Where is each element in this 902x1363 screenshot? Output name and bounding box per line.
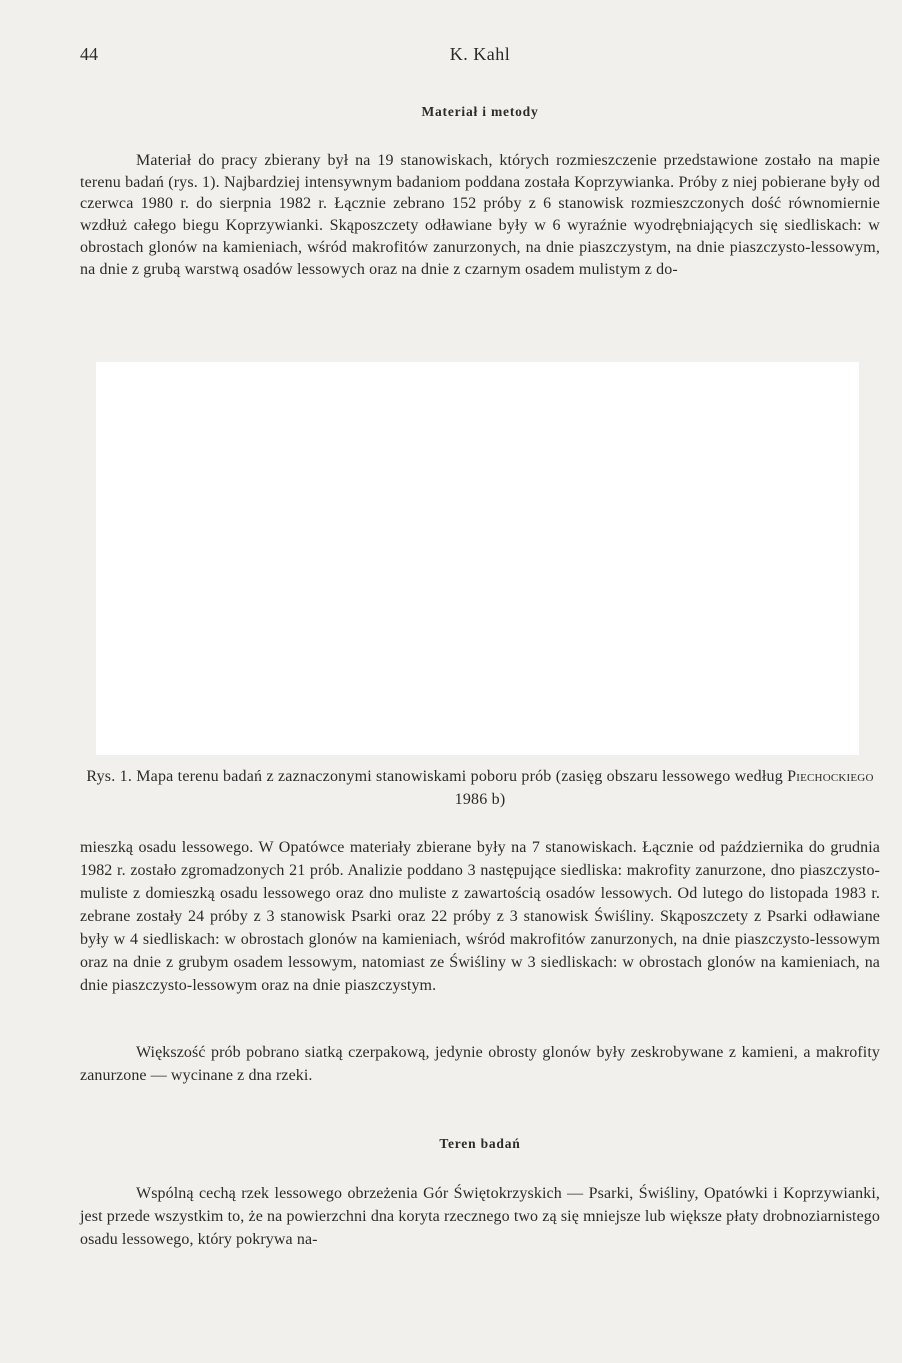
paragraph-methods-1: Materiał do pracy zbierany był na 19 stanowiskach, których rozmieszczenie przedstawione zostało na mapie terenu badań (rys. 1). Najbardziej intensywnym badaniom poddana została Koprzywianka. Próby z niej pobierane były od czerwca 1980 r. do sierpnia 1982 r. Łącznie zebrano 152 próby z 6 stanowisk rozmieszczonych dość równomiernie wzdłuż całego biegu Koprzywianki. Skąposzczety odławiane były w 6 wyraźnie wyodrębniających się siedliskach: w obrostach glonów na kamieniach, wśród makrofitów zanurzonych, na dnie piaszczystym, na dnie piaszczysto-lessowym, na dnie z grubą warstwą osadów lessowych oraz na dnie z czarnym osadem mulistym z do- — [80, 152, 880, 278]
section-heading-methods: Materiał i metody — [421, 104, 539, 119]
page-header — [80, 44, 880, 74]
caption-label: Rys. 1. — [86, 768, 133, 785]
paragraph-methods-3: Większość prób pobrano siatką czerpakową, jedynie obrosty glonów były zeskrobywane z kamieni, a makrofity zanurzone — wycinane z dna rzeki. — [80, 1044, 880, 1084]
section-heading-study-area: Teren badań — [439, 1136, 521, 1151]
paragraph-methods-2: mieszką osadu lessowego. W Opatówce materiały zbierane były na 7 stanowiskach. Łącznie od października do grudnia 1982 r. zostało zgromadzonych 21 prób. Analizie poddano 3 następujące siedliska: makrofity zanurzone, dno piaszczysto-muliste z domieszką osadu lessowego oraz dno muliste z zawartością osadów lessowych. Od lutego do listopada 1983 r. zebrane zostały 24 próby z 3 stanowisk Psarki oraz 22 próby z 3 stanowisk Świśliny. Skąposzczety z Psarki odławiane były w 4 siedliskach: w obrostach glonów na kamieniach, wśród makrofitów zanurzonych, na dnie piaszczysto-lessowym oraz na dnie z grubym osadem lessowym, natomiast ze Świśliny w 3 siedliskach: w obrostach glonów na kamieniach, na dnie piaszczysto-lessowym oraz na dnie piaszczystym. — [80, 839, 880, 994]
figure-map-blank — [96, 362, 859, 755]
caption-year: 1986 b) — [454, 791, 506, 808]
figure-caption — [80, 765, 880, 811]
caption-text: Mapa terenu badań z zaznaczonymi stanowiskami poboru prób (zasięg obszaru lessowego według — [136, 768, 783, 785]
caption-author: Piechockiego — [787, 768, 874, 785]
running-head: K. Kahl — [449, 44, 511, 64]
page-number: 44 — [80, 44, 98, 64]
paragraph-study-area-1: Wspólną cechą rzek lessowego obrzeżenia Gór Świętokrzyskich — Psarki, Świśliny, Opatówki i Koprzywianki, jest przede wszystkim to, że na powierzchni dna koryta rzecznego two zą się mniejsze lub większe płaty drobnoziarnistego osadu lessowego, który pokrywa na- — [80, 1185, 880, 1248]
